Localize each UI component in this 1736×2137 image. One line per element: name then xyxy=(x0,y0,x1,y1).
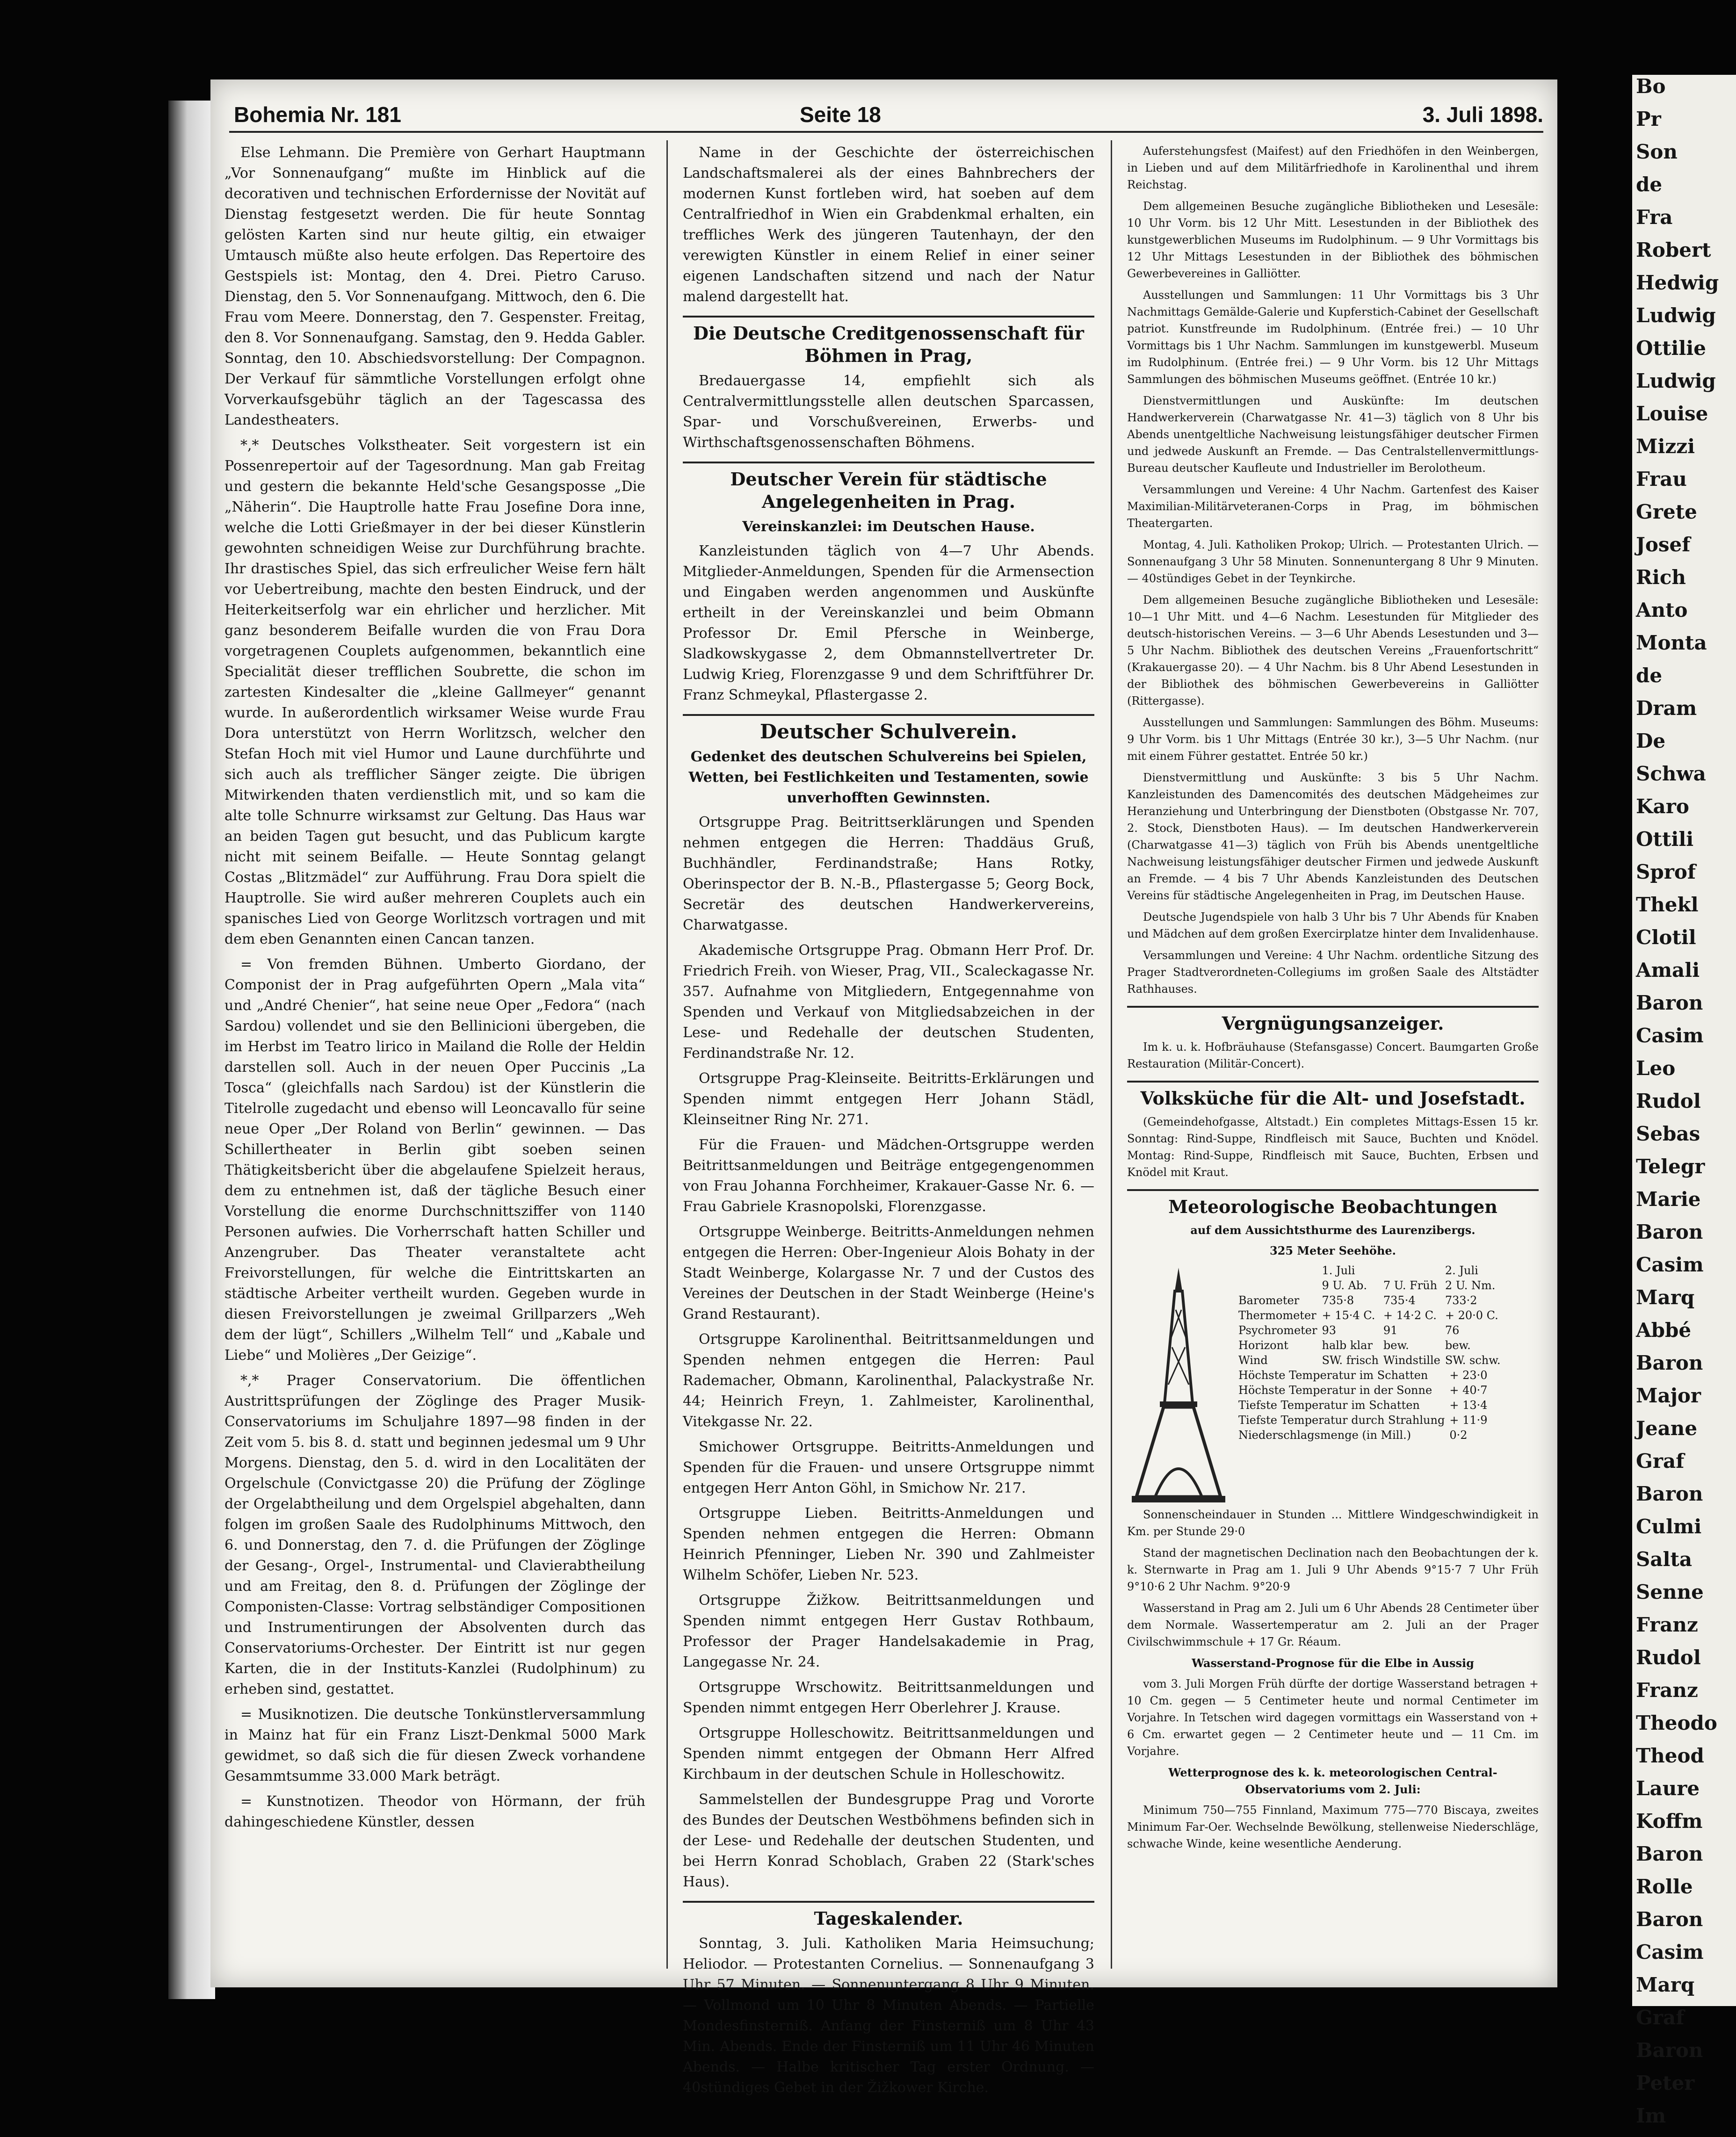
calendar-entry: Versammlungen und Vereine: 4 Uhr Nachm. ordentliche Sitzung des Prager Stadtverordneten-Collegiums im großen Saale des Altstädter Rathhauses. xyxy=(1127,949,1539,996)
group-notice: Ortsgruppe Lieben. Beitritts-Anmeldungen und Spenden nehmen entgegen die Herren: Obmann Heinrich Pfenninger, Lieben Nr. 390 und Zahlmeister Wilhelm Schöfer, Lieben Nr. 523. xyxy=(683,1505,1094,1583)
article-paragraph: = Musiknotizen. Die deutsche Tonkünstlerversammlung in Mainz hat für ein Franz Liszt-Denkmal 5000 Mark gewidmet, so daß sich die für diesen Zweck vorhandene Gesammtsumme 33.000 Mark beträgt. xyxy=(224,1706,645,1784)
calendar-entry: Dem allgemeinen Besuche zugängliche Bibliotheken und Lesesäle: 10—1 Uhr Mitt. und 4—6 Nachm. Lesestunden für Mitglieder des deutsch-historischen Vereins. — 3—6 Uhr Abends Lesestunden und 3—5 Uhr Nachm. Bibliothek des deutschen Vereins „Frauenfortschritt“ (Krakauergasse 20). — 4 Uhr Nachm. bis 8 Uhr Abend Lesestunden in der Bibliothek des böhmischen Gewerbevereins in Galliötter (Rittergasse). xyxy=(1127,593,1539,708)
weather-cell: bew. xyxy=(1445,1339,1471,1352)
adjacent-page-text-fragment: Monta xyxy=(1636,631,1707,654)
extreme-value: 0·2 xyxy=(1449,1429,1468,1442)
adjacent-page-edge xyxy=(1632,75,1736,2127)
adjacent-page-text-fragment: Telegr xyxy=(1636,1155,1705,1178)
adjacent-page-text-fragment: de xyxy=(1636,173,1663,196)
section-subheading: Vereinskanzlei: im Deutschen Hause. xyxy=(742,519,1035,535)
section-subheading: Wetterprognose des k. k. meteorologischen Central-Observatoriums vom 2. Juli: xyxy=(1168,1766,1497,1796)
calendar-entry: Deutsche Jugendspiele von halb 3 Uhr bis 7 Uhr Abends für Knaben und Mädchen auf dem großen Exercirplatze hinter dem Invalidenhause. xyxy=(1127,910,1539,940)
weather-cell: Windstille xyxy=(1383,1354,1440,1367)
adjacent-page-text-fragment: Clotil xyxy=(1636,926,1696,949)
group-notice: Ortsgruppe Karolinenthal. Beitrittsanmeldungen und Spenden nehmen entgegen die Herren: Paul Rademacher, Obmann, Karolinenthal, Palackystraße Nr. 44; Heinrich Freyn, 1. Zahlmeister, Karolinenthal, Vitekgasse Nr. 22. xyxy=(683,1331,1094,1430)
column-rule xyxy=(666,140,668,1969)
adjacent-page-text-fragment: Robert xyxy=(1636,238,1711,261)
extreme-value: + 13·4 xyxy=(1449,1399,1488,1412)
adjacent-page-text-fragment: Franz xyxy=(1636,1613,1698,1636)
notice-text: Im k. u. k. Hofbräuhause (Stefansgasse) Concert. Baumgarten Große Restauration (Militär-Concert). xyxy=(1127,1040,1539,1070)
adjacent-page-text-fragment: Schwa xyxy=(1636,762,1706,785)
calendar-text: Sonntag, 3. Juli. Katholiken Maria Heimsuchung; Heliodor. — Protestanten Cornelius. — Sonnenaufgang 3 Uhr 57 Minuten. — Sonnenuntergang 8 Uhr 9 Minuten. — Vollmond um 10 Uhr 8 Minuten Abends. — Partielle Mondesfinsterniß. Anfang der Finsterniß um 8 Uhr 43 Min. Abends. Ende der Finsterniß um 11 Uhr 46 Minuten Abends. — Halbe kritischer Tag erster Ordnung. — 40stündiges Gebet in der Žižkower Kirche. xyxy=(683,1935,1094,2096)
adjacent-page-text-fragment: Karo xyxy=(1636,795,1689,818)
section-heading: Meteorologische Beobachtungen xyxy=(1127,1189,1539,1218)
section-heading: Deutscher Schulverein. xyxy=(683,714,1094,743)
weather-forecast: Minimum 750—755 Finnland, Maximum 775—770 Biscaya, zweites Minimum Far-Oer. Wechselnde Bewölkung, stellenweise Niederschläge, schwache Winde, keine wesentliche Aenderung. xyxy=(1127,1804,1539,1850)
extreme-value: + 23·0 xyxy=(1449,1369,1488,1382)
extreme-label: Höchste Temperatur in der Sonne xyxy=(1238,1384,1432,1397)
group-notice: Sammelstellen der Bundesgruppe Prag und Vororte des Bundes der Deutschen Westböhmens befinden sich in der Lese- und Redehalle der deutschen Studenten, und bei Herrn Konrad Schoblach, Graben 22 (Stark'sches Haus). xyxy=(683,1791,1094,1890)
weather-time-cell xyxy=(1238,1278,1322,1293)
notice-text: Bredauergasse 14, empfiehlt sich als Centralvermittlungsstelle allen deutschen Sparcassen, Spar- und Vorschußvereinen, Erwerbs- und Wirthschaftsgenossenschaften Böhmens. xyxy=(683,373,1094,451)
group-notice: Ortsgruppe Žižkow. Beitrittsanmeldungen und Spenden nimmt entgegen Herr Gustav Rothbaum, Professor der Prager Handelsakademie in Prag, Langegasse Nr. 24. xyxy=(683,1592,1094,1670)
adjacent-page-text-fragment: Baron xyxy=(1636,1908,1703,1931)
section-heading: Volksküche für die Alt- und Josefstadt. xyxy=(1127,1081,1539,1110)
weather-cell: bew. xyxy=(1383,1339,1409,1352)
adjacent-page-text-fragment: Major xyxy=(1636,1384,1701,1407)
adjacent-page-text-fragment: Casim xyxy=(1636,1253,1704,1276)
adjacent-page-text-fragment: Baron xyxy=(1636,2039,1703,2062)
adjacent-page-text-fragment: Jeane xyxy=(1636,1417,1698,1440)
weather-cell: 91 xyxy=(1383,1324,1398,1337)
newspaper-page xyxy=(210,79,1557,2096)
adjacent-page-text-fragment: Sebas xyxy=(1636,1122,1700,1145)
group-notice: Smichower Ortsgruppe. Beitritts-Anmeldungen und Spenden für die Frauen- und unsere Ortsgruppe nimmt entgegen Herr Anton Göhl, in Smichow Nr. 217. xyxy=(683,1439,1094,1496)
adjacent-page-text-fragment: Ludwig xyxy=(1636,304,1716,327)
adjacent-page-text-fragment: Culmi xyxy=(1636,1515,1702,1538)
adjacent-page-text-fragment: Baron xyxy=(1636,1482,1703,1505)
weather-row xyxy=(1238,1293,1505,1308)
adjacent-page-text-fragment: Baron xyxy=(1636,1351,1703,1374)
adjacent-page-text-fragment: Abbé xyxy=(1636,1319,1692,1342)
extreme-value: + 40·7 xyxy=(1449,1384,1488,1397)
adjacent-page-text-fragment: Senne xyxy=(1636,1581,1704,1603)
page-header xyxy=(229,98,1543,133)
column-rule xyxy=(1111,140,1112,1969)
water-level: Wasserstand in Prag am 2. Juli um 6 Uhr Abends 28 Centimeter über dem Normale. Wassertemperatur am 2. Juli an der Prager Civilschwimmschule + 17 Gr. Réaum. xyxy=(1127,1602,1539,1648)
adjacent-page-text-fragment: Grete xyxy=(1636,500,1697,523)
adjacent-page-text-fragment: Rudol xyxy=(1636,1090,1701,1112)
adjacent-page-text-fragment: Frau xyxy=(1636,468,1687,491)
adjacent-page-text-fragment: Peter xyxy=(1636,2072,1695,2094)
section-heading: Deutscher Verein für städtische Angelegenheiten in Prag. xyxy=(683,462,1094,513)
section-heading: Vergnügungsanzeiger. xyxy=(1127,1006,1539,1035)
article-paragraph: = Kunstnotizen. Theodor von Hörmann, der früh dahingeschiedene Künstler, dessen xyxy=(224,1793,645,1830)
group-notice: Ortsgruppe Wrschowitz. Beitrittsanmeldungen und Spenden nimmt entgegen Herr Oberlehrer J. Krause. xyxy=(683,1679,1094,1716)
adjacent-page-text-fragment: Rudol xyxy=(1636,1646,1701,1669)
weather-cell: halb klar xyxy=(1322,1339,1373,1352)
extreme-label: Tiefste Temperatur im Schatten xyxy=(1238,1399,1420,1412)
adjacent-page-text-fragment: Son xyxy=(1636,140,1678,163)
weather-cell: 733·2 xyxy=(1445,1294,1477,1307)
article-paragraph: Name in der Geschichte der österreichischen Landschaftsmalerei als der eines Bahnbrechers der modernen Kunst fortleben wird, hat soeben auf dem Centralfriedhof in Wien ein Grabdenkmal erhalten, ein treffliches Werk des jüngeren Tautenhayn, der den verewigten Künstler in einem Relief in einer seiner eigenen Landschaften sitzend und nach der Natur malend dargestellt hat. xyxy=(683,144,1094,305)
adjacent-page-text-fragment: Baron xyxy=(1636,1842,1703,1865)
weather-row xyxy=(1238,1338,1505,1353)
extreme-label: Tiefste Temperatur durch Strahlung xyxy=(1238,1414,1445,1427)
weather-cell: SW. frisch xyxy=(1322,1354,1379,1367)
adjacent-page-text-fragment: De xyxy=(1636,729,1666,752)
weather-header-cell: 2. Juli xyxy=(1445,1264,1478,1277)
calendar-entry: Montag, 4. Juli. Katholiken Prokop; Ulrich. — Protestanten Ulrich. — Sonnenaufgang 3 Uhr 58 Minuten. Sonnenuntergang 8 Uhr 9 Minuten. — 40stündiges Gebet in der Teynkirche. xyxy=(1127,538,1539,585)
magnetic-declination: Stand der magnetischen Declination nach den Beobachtungen der k. k. Sternwarte in Prag am 1. Juli 9 Uhr Abends 9°15·7 7 Uhr Früh 9°10·6 2 Uhr Nachm. 9°20·9 xyxy=(1127,1546,1539,1593)
adjacent-page-text-fragment: Theod xyxy=(1636,1744,1704,1767)
weather-row xyxy=(1238,1323,1505,1338)
weather-table xyxy=(1238,1263,1505,1368)
adjacent-page-text-fragment: Ottili xyxy=(1636,828,1694,851)
adjacent-page-text-fragment: Franz xyxy=(1636,1679,1698,1702)
weather-header-cell: 1. Juli xyxy=(1322,1264,1355,1277)
adjacent-page-text-fragment: Mizzi xyxy=(1636,435,1695,458)
extreme-label: Höchste Temperatur im Schatten xyxy=(1238,1369,1428,1382)
section-heading: Die Deutsche Creditgenossenschaft für Böhmen in Prag, xyxy=(683,316,1094,367)
adjacent-page-text-fragment: Graf xyxy=(1636,1450,1685,1473)
adjacent-page-text-fragment: Ottilie xyxy=(1636,337,1706,360)
column-theatre xyxy=(224,143,645,1969)
weather-header-cell xyxy=(1383,1263,1445,1278)
weather-time-cell: 2 U. Nm. xyxy=(1445,1279,1496,1292)
calendar-entry: Ausstellungen und Sammlungen: Sammlungen des Böhm. Museums: 9 Uhr Vorm. bis 1 Uhr Mittags (Entrée 30 kr.), 3—5 Uhr Nachm. (nur mit einem Führer gestattet. Entrée 50 kr.) xyxy=(1127,716,1539,763)
header-paper-name: Bohemia Nr. 181 xyxy=(234,102,401,127)
weather-time-cell: 7 U. Früh xyxy=(1383,1279,1438,1292)
adjacent-page-text-fragment: Dram xyxy=(1636,697,1697,720)
station-height: 325 Meter Seehöhe. xyxy=(1269,1244,1396,1257)
weather-cell: + 20·0 C. xyxy=(1445,1309,1498,1322)
weather-cell: Barometer xyxy=(1238,1294,1300,1307)
calendar-entry: Auferstehungsfest (Maifest) auf den Friedhöfen in den Weinbergen, in Lieben und auf dem Militärfriedhofe in Karolinenthal und ihrem Reichstag. xyxy=(1127,144,1539,191)
weather-note: Sonnenscheindauer in Stunden ... Mittlere Windgeschwindigkeit in Km. per Stunde 29·0 xyxy=(1127,1508,1539,1538)
adjacent-page-text-fragment: Marie xyxy=(1636,1188,1701,1211)
adjacent-page-text-fragment: Graf xyxy=(1636,2006,1685,2029)
calendar-entry: Dienstvermittlungen und Auskünfte: Im deutschen Handwerkerverein (Charwatgasse Nr. 41—3) täglich von 8 Uhr bis Abends unentgeltliche Nachweisung leistungsfähiger deutscher Firmen und jedwede Auskunft an Fremde. — Das Centralstellenvermittlungs-Bureau deutscher Kaufleute und Industrieller im Berolotheum. xyxy=(1127,394,1539,475)
adjacent-page-text-fragment: Bo xyxy=(1636,75,1666,98)
adjacent-page-text-fragment: Fra xyxy=(1636,206,1673,229)
weather-time-cell: 9 U. Ab. xyxy=(1322,1279,1367,1292)
weather-cell: 76 xyxy=(1445,1324,1460,1337)
adjacent-page-text-fragment: Casim xyxy=(1636,1941,1704,1964)
article-paragraph: *,* Deutsches Volkstheater. Seit vorgestern ist ein Possenrepertoir auf der Tagesordnung. Man gab Freitag und gestern die bekannte Held'sche Gesangsposse „Die „Näherin“. Die Hauptrolle hatte Frau Josefine Dora inne, welche die Lotti Grießmayer in der bei dieser Künstlerin gewohnten schneidigen Weise zur Durchführung brachte. Ihr drastisches Spiel, das sich erfreulicher Weise fern hält vor Uebertreibung, machte den besten Eindruck, und der Heiterkeitserfolg war ein ehrlicher und herzlicher. Mit ganz besonderem Beifalle wurden die von Frau Dora vorgetragenen Couplets aufgenommen, bekanntlich eine Specialität dieser trefflichen Soubrette, die schon im zartesten Kindesalter die „kleine Gallmeyer“ genannt wurde. In außerordentlich wirksamer Weise wurde Frau Dora unterstützt von Herrn Worlitzsch, welcher den Stefan Hoch mit viel Humor und Laune durchführte und sich auch als trefflicher Sänger zeigte. Die übrigen Mitwirkenden thaten verdienstlich mit, und so kam die alte tolle Schnurre wirksamst zur Geltung. Das Haus war an beiden Tagen gut besucht, und das Publicum kargte nicht mit seinem Beifalle. — Heute Sonntag gelangt Costas „Blitzmädel“ zur Aufführung. Frau Dora spielt die Hauptrolle. Sie wird außer mehreren Couplets auch ein spanisches Lied von George Worlitzsch vortragen und mit dem eben Genannten einen Cancan tanzen. xyxy=(224,437,645,947)
weather-row xyxy=(1238,1353,1505,1368)
group-notice: Ortsgruppe Prag. Beitrittserklärungen und Spenden nehmen entgegen die Herren: Thaddäus Gruß, Buchhändler, Ferdinandstraße; Hans Rotky, Oberinspector der B. N.-B., Pflastergasse 5; Georg Bock, Secretär des deutschen Handwerkervereins, Charwatgasse. xyxy=(683,814,1094,933)
adjacent-page-text-fragment: Rich xyxy=(1636,566,1686,589)
adjacent-page-text-fragment: Im xyxy=(1636,2104,1666,2127)
calendar-entry: Ausstellungen und Sammlungen: 11 Uhr Vormittags bis 3 Uhr Nachmittags Gemälde-Galerie und Kupferstich-Cabinet der Gesellschaft patriot. Kunstfreunde im Rudolphinum. (Entrée frei.) — 10 Uhr Vormittags bis 1 Uhr Nachm. Sammlungen im kunstgewerbl. Museum im Rudolphinum. (Entrée frei.) — 9 Uhr Vorm. bis 12 Uhr Mittags Sammlungen des böhmischen Museums geöffnet. (Entrée 10 kr.) xyxy=(1127,289,1539,386)
extreme-value: + 11·9 xyxy=(1449,1414,1488,1427)
extreme-label: Niederschlagsmenge (in Mill.) xyxy=(1238,1429,1411,1442)
weather-header-cell xyxy=(1238,1263,1322,1278)
group-notice: Ortsgruppe Weinberge. Beitritts-Anmeldungen nehmen entgegen die Herren: Ober-Ingenieur Alois Bohaty in der Stadt Weinberge, Kolargasse Nr. 7 und der Custos des Vereines der Deutschen in der Stadt Weinberge (Heine's Grand Restaurant). xyxy=(683,1224,1094,1322)
adjacent-page-text-fragment: Thekl xyxy=(1636,893,1699,916)
article-paragraph: Else Lehmann. Die Première von Gerhart Hauptmann „Vor Sonnenaufgang“ mußte im Hinblick auf die decorativen und technischen Erfordernisse der Novität auf Dienstag festgesetzt werden. Die für heute Sonntag gelösten Karten sind nur heute giltig, ein etwaiger Umtausch müßte also heute erfolgen. Das Repertoire des Gestspiels ist: Montag, den 4. Drei. Pietro Caruso. Dienstag, den 5. Vor Sonnenaufgang. Mittwoch, den 6. Die Frau vom Meere. Donnerstag, den 7. Gespenster. Freitag, den 8. Vor Sonnenaufgang. Samstag, den 9. Hedda Gabler. Sonntag, den 10. Abschiedsvorstellung: Der Compagnon. Der Verkauf für sämmtliche Vorstellungen erfolgt ohne Vorverkaufsgebühr täglich an der Tagescassa des Landestheaters. xyxy=(224,144,645,428)
calendar-entry: Dienstvermittlung und Auskünfte: 3 bis 5 Uhr Nachm. Kanzleistunden des Damencomités des deutschen Mädgeheimes zur Heranziehung und Unterbringung der Dienstboten (Obstgasse Nr. 707, 2. Stock, Dienstboten Haus). — Im deutschen Handwerkerverein (Charwatgasse 41—3) täglich von Früh bis Abends unentgeltliche Nachweisung leistungsfähiger deutscher Firmen und jedwede Auskunft an Fremde. — 4 bis 7 Uhr Abends Kanzleistunden des Deutschen Vereins für städtische Angelegenheiten in Prag, im Deutschen Hause. xyxy=(1127,771,1539,902)
adjacent-page-text-fragment: Leo xyxy=(1636,1057,1676,1080)
adjacent-page-text-fragment: Hedwig xyxy=(1636,271,1719,294)
adjacent-page-text-fragment: Casim xyxy=(1636,1024,1704,1047)
adjacent-page-text-fragment: Theodo xyxy=(1636,1711,1717,1734)
observation-tower-icon xyxy=(1127,1263,1230,1506)
temperature-extremes xyxy=(1238,1368,1492,1443)
weather-cell: 735·8 xyxy=(1322,1294,1354,1307)
weather-block xyxy=(1127,1263,1539,1506)
column-calendar-weather xyxy=(1127,143,1539,1969)
calendar-entry: Dem allgemeinen Besuche zugängliche Bibliotheken und Lesesäle: 10 Uhr Vorm. bis 12 Uhr Mitt. Lesestunden in der Bibliothek des kunstgewerblichen Museums im Rudolphinum. — 9 Uhr Vormittags bis 12 Uhr Mittags Lesestunden in der Bibliothek des böhmischen Gewerbevereines in Galliötter. xyxy=(1127,200,1539,280)
notice-text: (Gemeindehofgasse, Altstadt.) Ein completes Mittags-Essen 15 kr. Sonntag: Rind-Suppe, Rindfleisch mit Sauce, Buchten und Knödel. Montag: Rind-Suppe, Rindfleisch mit Sauce, Buchten, Erbsen und Knödel mit Kraut. xyxy=(1127,1115,1539,1179)
notice-text: Kanzleistunden täglich von 4—7 Uhr Abends. Mitglieder-Anmeldungen, Spenden für die Armensection und Eingaben werden angenommen und Auskünfte ertheilt in der Vereinskanzlei und beim Obmann Professor Dr. Emil Pfersche in Weinberge, Sladkowskygasse 2, dem Obmannstellvertreter Dr. Ludwig Krieg, Florenzgasse 9 und dem Schriftführer Dr. Franz Schmeykal, Pflastergasse 2. xyxy=(683,543,1094,703)
adjacent-page-text-fragment: Sprof xyxy=(1636,860,1696,883)
adjacent-page-text-fragment: Ludwig xyxy=(1636,369,1716,392)
water-forecast: vom 3. Juli Morgen Früh dürfte der dortige Wasserstand betragen + 10 Cm. gegen — 5 Centimeter heute und normal Centimeter im Vorjahre. In Tetschen wird dagegen vormittags ein Wasserstand von + 6 Cm. erwartet gegen — 2 Centimeter heute und — 11 Cm. im Vorjahre. xyxy=(1127,1677,1539,1758)
adjacent-page-text-fragment: Pr xyxy=(1636,108,1661,130)
adjacent-page-text-fragment: Baron xyxy=(1636,991,1703,1014)
adjacent-page-text-fragment: de xyxy=(1636,664,1663,687)
section-subheading: Wasserstand-Prognose für die Elbe in Aussig xyxy=(1192,1656,1474,1670)
adjacent-page-text-fragment: Louise xyxy=(1636,402,1708,425)
weather-cell: Thermometer xyxy=(1238,1309,1316,1322)
adjacent-page-text-fragment: Salta xyxy=(1636,1548,1693,1571)
header-page-number: Seite 18 xyxy=(800,102,881,127)
adjacent-page-text-fragment: Anto xyxy=(1636,599,1688,621)
column-associations xyxy=(683,143,1094,2096)
article-paragraph: = Von fremden Bühnen. Umberto Giordano, der Componist der in Prag aufgeführten Opern „Mala vita“ und „André Chenier“, hat seine neue Oper „Fedora“ (nach Sardou) vollendet und sie den Bellinicioni übergeben, die im Herbst im Teatro lirico in Mailand die Rolle der Heldin darstellen soll. Auch in der neuen Oper Puccinis „La Tosca“ (gleichfalls nach Sardou) ist der Künstlerin die Titelrolle zugedacht und ebenso will Leoncavallo für seine neue Oper „Der Roland von Berlin“ gewinnen. — Das Schillertheater in Berlin gibt soeben seinen Thätigkeitsbericht über die abgelaufene Spielzeit heraus, dem zu entnehmen ist, daß der tägliche Besuch einer Vorstellung die enorme Durchschnittsziffer von 1140 Personen aufwies. Die Vorherrschaft hatten Schiller und Anzengruber. Das Theater veranstaltete acht Freivorstellungen, für welche die Eintrittskarten an städtische Arbeiter vertheilt wurden. Gegeben wurde in diesen Freivorstellungen je zweimal Grillparzers „Weh dem der lügt“, Schillers „Wilhelm Tell“ und „Kabale und Liebe“ und Molières „Der Geizige“. xyxy=(224,956,645,1364)
group-notice: Akademische Ortsgruppe Prag. Obmann Herr Prof. Dr. Friedrich Freih. von Wieser, Prag, VII., Scaleckagasse Nr. 357. Aufnahme von Mitgliedern, Entgegennahme von Spenden und Verkauf von Mitgliedsabzeichen in der Lese- und Redehalle der deutschen Studenten, Ferdinandstraße Nr. 12. xyxy=(683,942,1094,1061)
group-notice: Für die Frauen- und Mädchen-Ortsgruppe werden Beitrittsanmeldungen und Beiträge entgegengenommen von Frau Johanna Forchheimer, Krakauer-Gasse Nr. 6. — Frau Gabriele Krasnopolski, Florenzgasse. xyxy=(683,1137,1094,1215)
adjacent-page-text-fragment: Josef xyxy=(1636,533,1691,556)
weather-cell: + 14·2 C. xyxy=(1383,1309,1437,1322)
article-paragraph: *,* Prager Conservatorium. Die öffentlichen Austrittsprüfungen der Zöglinge des Prager Musik-Conservatoriums im Schuljahre 1897—98 finden in der Zeit vom 5. bis 8. d. statt und beginnen jedesmal um 9 Uhr Morgens. Dienstag, den 5. d. wird in den Localitäten der Orgelschule (Convictgasse 20) die Prüfung der Zöglinge der Orgelabtheilung und dem Orgelspiel abgehalten, dann folgen im großen Saale des Rudolphinums Mittwoch, den 6. und Donnerstag, den 7. d. die Prüfungen der Zöglinge der Gesang-, Orgel-, Instrumental- und Clavierabtheilung und am Freitag, den 8. d. Prüfungen der Zöglinge der Componisten-Classe: Vortrag selbständiger Compositionen und Instrumentirungen der Absolventen durch das Conservatoriums-Orchester. Der Eintritt ist nur gegen Karten, die in der Instituts-Kanzlei (Rudolphinum) zu erheben sind, gestattet. xyxy=(224,1372,645,1697)
page-edge xyxy=(168,101,215,1999)
adjacent-page-text-fragment: Marq xyxy=(1636,1973,1695,1996)
group-notice: Ortsgruppe Prag-Kleinseite. Beitritts-Erklärungen und Spenden nimmt entgegen Herr Johann Städl, Kleinseitner Ring Nr. 271. xyxy=(683,1070,1094,1128)
section-subheading: auf dem Aussichtsthurme des Laurenzibergs. xyxy=(1190,1223,1476,1237)
header-date: 3. Juli 1898. xyxy=(1422,102,1543,127)
calendar-entry: Versammlungen und Vereine: 4 Uhr Nachm. Gartenfest des Kaiser Maximilian-Militärveteranen-Corps in Prag, im böhmischen Theatergarten. xyxy=(1127,483,1539,530)
section-subheading: Gedenket des deutschen Schulvereins bei Spielen, Wetten, bei Festlichkeiten und Testamenten, sowie unverhofften Gewinnsten. xyxy=(688,749,1089,806)
weather-cell: 735·4 xyxy=(1383,1294,1416,1307)
weather-cell: Psychrometer xyxy=(1238,1324,1317,1337)
weather-cell: 93 xyxy=(1322,1324,1337,1337)
adjacent-page-text-fragment: Koffm xyxy=(1636,1810,1703,1833)
adjacent-page-text-fragment: Laure xyxy=(1636,1777,1700,1800)
weather-cell: SW. schw. xyxy=(1445,1354,1501,1367)
section-heading: Tageskalender. xyxy=(683,1901,1094,1930)
weather-cell: Wind xyxy=(1238,1354,1268,1367)
adjacent-page-text-fragment: Marq xyxy=(1636,1286,1695,1309)
weather-cell: Horizont xyxy=(1238,1339,1288,1352)
adjacent-page-text-fragment: Rolle xyxy=(1636,1875,1693,1898)
weather-row xyxy=(1238,1308,1505,1323)
adjacent-page-text-fragment: Amali xyxy=(1636,959,1700,982)
weather-cell: + 15·4 C. xyxy=(1322,1309,1375,1322)
group-notice: Ortsgruppe Holleschowitz. Beitrittsanmeldungen und Spenden nimmt entgegen der Obmann Herr Alfred Kirchbaum in der deutschen Schule in Holleschowitz. xyxy=(683,1725,1094,1783)
adjacent-page-text-fragment: Baron xyxy=(1636,1220,1703,1243)
